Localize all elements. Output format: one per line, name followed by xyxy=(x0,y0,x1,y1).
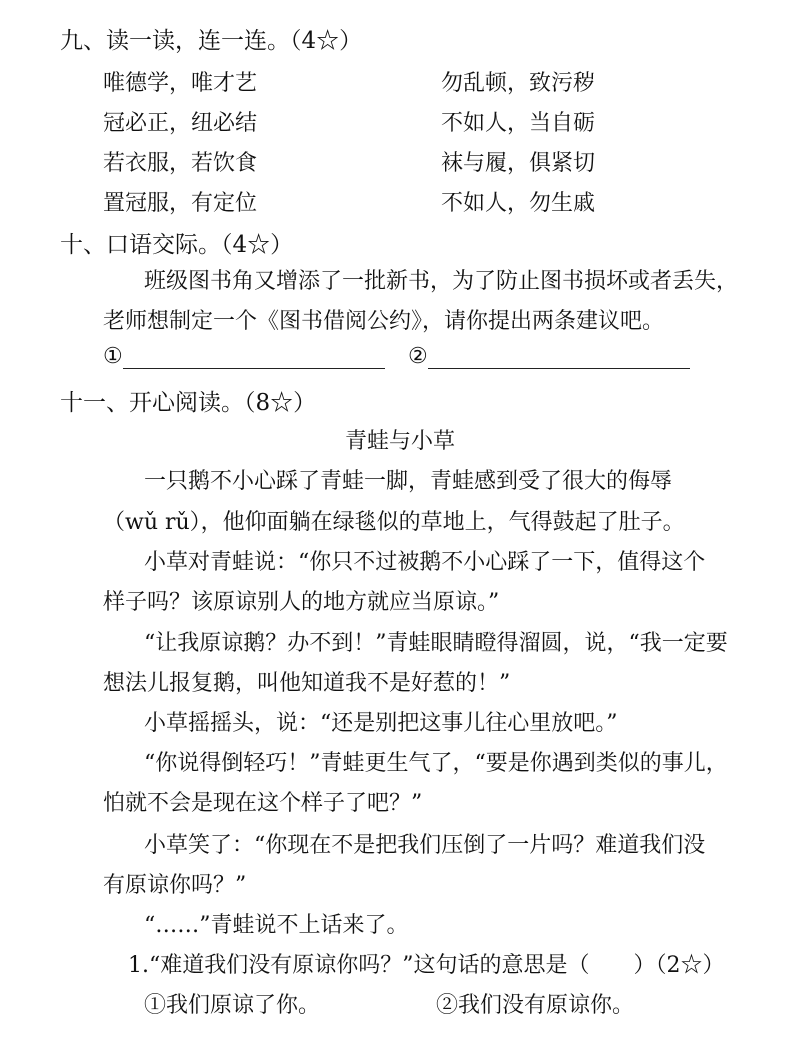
section-11-heading: 十一、开心阅读。（8☆） xyxy=(60,390,317,416)
prompt-text: 老师想制定一个《图书借阅公约》，请你提出两条建议吧。 xyxy=(103,309,665,334)
blank-marker: ② xyxy=(408,344,428,369)
prompt-text: 班级图书角又增添了一批新书，为了防止图书损坏或者丢失， xyxy=(144,269,739,294)
blank-marker: ① xyxy=(103,344,123,369)
story-line: 一只鹅不小心踩了青蛙一脚，青蛙感到受了很大的侮辱 xyxy=(144,469,673,494)
answer-line[interactable] xyxy=(123,344,385,369)
story-line: 样子吗？该原谅别人的地方就应当原谅。” xyxy=(103,590,500,615)
story-line: 怕就不会是现在这个样子了吧？” xyxy=(103,791,423,816)
story-line: “让我原谅鹅？办不到！”青蛙眼睛瞪得溜圆，说，“我一定要 xyxy=(144,631,728,656)
match-right-item: 袜与履，俱紧切 xyxy=(441,151,596,176)
story-line: “你说得倒轻巧！”青蛙更生气了，“要是你遇到类似的事儿， xyxy=(144,751,728,776)
story-line: “……”青蛙说不上话来了。 xyxy=(144,913,409,938)
option-1[interactable]: ①我们原谅了你。 xyxy=(144,993,321,1018)
match-left-item: 唯德学，唯才艺 xyxy=(103,71,258,96)
section-10-heading: 十、口语交际。（4☆） xyxy=(60,232,294,258)
option-2[interactable]: ②我们没有原谅你。 xyxy=(436,993,635,1018)
story-line: 有原谅你吗？” xyxy=(103,873,247,898)
answer-blank-2[interactable] xyxy=(408,344,690,369)
story-title: 青蛙与小草 xyxy=(344,429,455,454)
match-left-item: 冠必正，纽必结 xyxy=(103,111,258,136)
match-left-item: 置冠服，有定位 xyxy=(103,191,258,216)
answer-blank-1[interactable] xyxy=(103,344,385,369)
story-line: 想法儿报复鹅，叫他知道我不是好惹的！” xyxy=(103,671,511,696)
question-1: 1.“难道我们没有原谅你吗？”这句话的意思是（ ）（2☆） xyxy=(128,953,725,978)
match-right-item: 勿乱顿，致污秽 xyxy=(441,71,596,96)
section-9-heading: 九、读一读，连一连。（4☆） xyxy=(60,28,363,54)
match-right-item: 不如人，当自砺 xyxy=(441,111,596,136)
match-right-item: 不如人，勿生戚 xyxy=(441,191,596,216)
story-line: 小草摇摇头，说：“还是别把这事儿往心里放吧。” xyxy=(144,711,618,736)
story-line: 小草对青蛙说：“你只不过被鹅不小心踩了一下，值得这个 xyxy=(144,550,706,575)
story-line: （wǔ rǔ），他仰面躺在绿毯似的草地上，气得鼓起了肚子。 xyxy=(103,510,685,535)
match-left-item: 若衣服，若饮食 xyxy=(103,151,258,176)
story-line: 小草笑了：“你现在不是把我们压倒了一片吗？难道我们没 xyxy=(144,833,706,858)
answer-line[interactable] xyxy=(428,344,690,369)
